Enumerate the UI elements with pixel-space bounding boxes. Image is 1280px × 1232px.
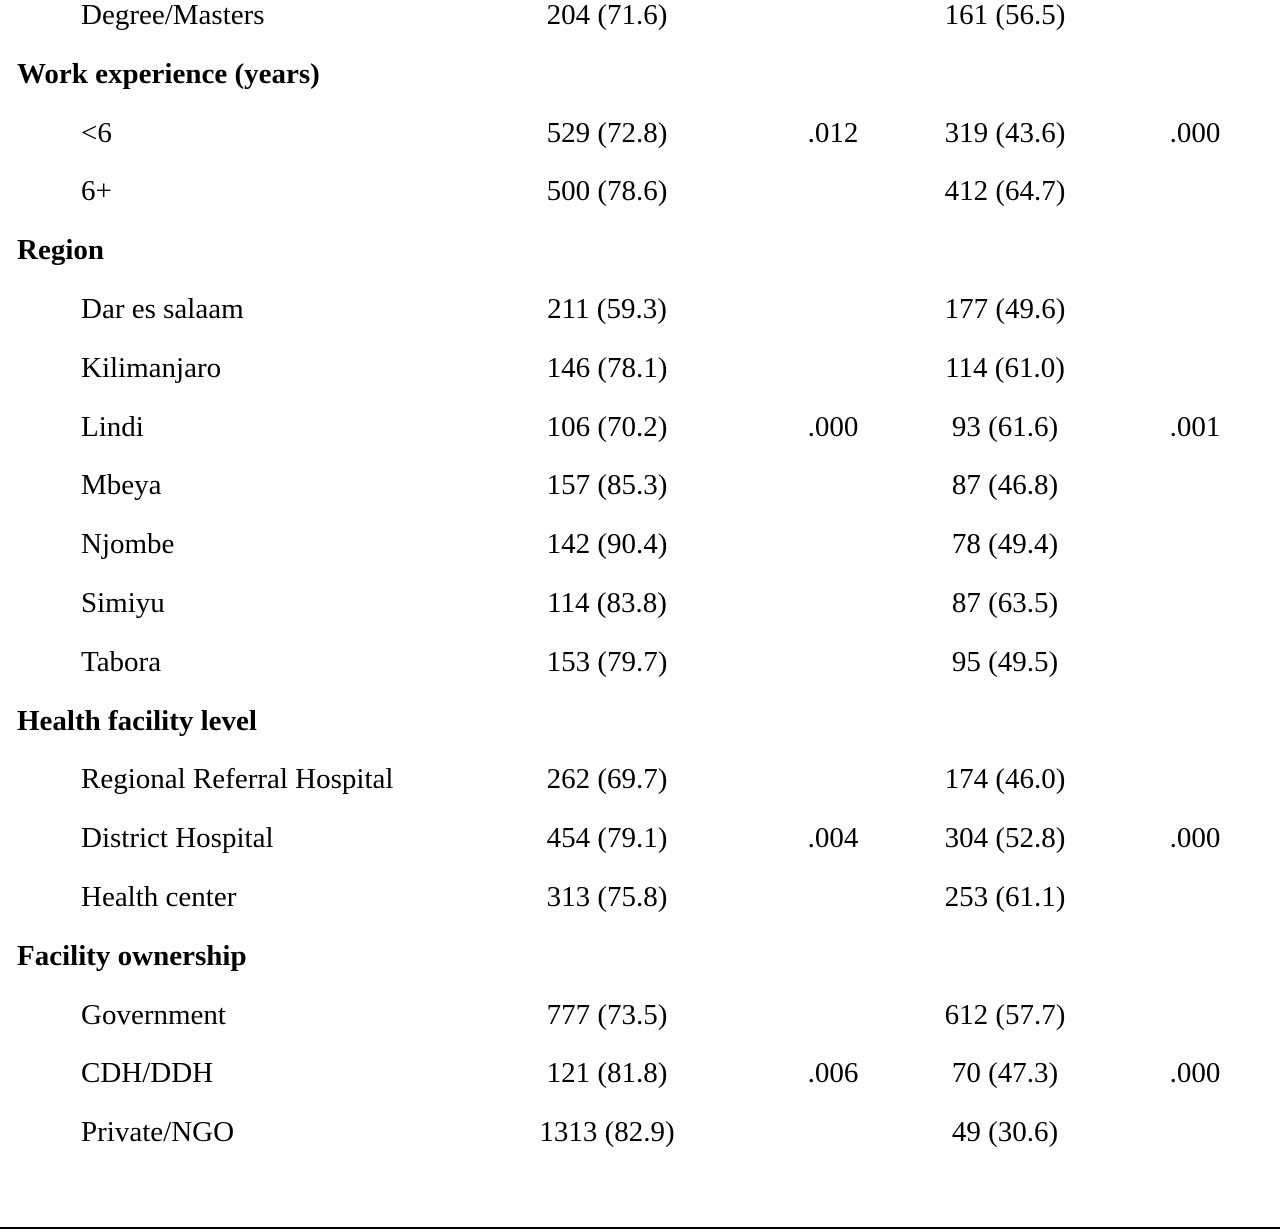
row-label: District Hospital xyxy=(81,822,274,855)
table-row xyxy=(0,339,1280,397)
p-value-col-2: .001 xyxy=(1169,410,1221,443)
value-col-1: 157 (85.3) xyxy=(546,469,668,502)
value-col-1: 500 (78.6) xyxy=(546,175,668,208)
value-col-1: 211 (59.3) xyxy=(547,293,667,325)
table-row xyxy=(0,398,1280,456)
row-label: Lindi xyxy=(81,410,144,443)
row-label: Tabora xyxy=(81,645,162,678)
row-label: CDH/DDH xyxy=(81,1057,214,1090)
p-value-col-1: .004 xyxy=(807,822,859,855)
value-col-2: 612 (57.7) xyxy=(944,998,1066,1031)
value-col-1: 777 (73.5) xyxy=(546,998,668,1031)
row-label: Dar es salaam xyxy=(81,293,244,325)
p-value-col-1: .000 xyxy=(807,410,859,443)
section-heading: Region xyxy=(17,234,104,267)
value-col-1: 529 (72.8) xyxy=(546,116,668,149)
table-row xyxy=(0,515,1280,573)
value-col-2: 161 (56.5) xyxy=(944,0,1066,31)
value-col-2: 93 (61.6) xyxy=(951,410,1059,443)
value-col-1: 146 (78.1) xyxy=(546,351,668,384)
value-col-2: 174 (46.0) xyxy=(944,763,1066,796)
table-row xyxy=(0,986,1280,1044)
table-row xyxy=(0,1044,1280,1102)
row-label: Simiyu xyxy=(81,587,165,619)
value-col-2: 319 (43.6) xyxy=(944,116,1066,149)
table-row xyxy=(0,750,1280,808)
section-heading: Facility ownership xyxy=(17,939,247,972)
table-row xyxy=(0,280,1280,338)
row-label: Regional Referral Hospital xyxy=(81,763,394,796)
value-col-1: 1313 (82.9) xyxy=(539,1116,675,1149)
value-col-2: 177 (49.6) xyxy=(944,293,1066,325)
section-heading: Work experience (years) xyxy=(17,57,320,90)
value-col-2: 78 (49.4) xyxy=(951,528,1059,561)
value-col-1: 121 (81.8) xyxy=(546,1057,668,1090)
p-value-col-2: .000 xyxy=(1169,1057,1221,1090)
row-label: Kilimanjaro xyxy=(81,351,222,384)
value-col-2: 70 (47.3) xyxy=(951,1057,1059,1090)
table-bottom-rule xyxy=(0,1227,1280,1229)
row-label: 6+ xyxy=(81,175,112,208)
section-heading-row xyxy=(0,45,1280,103)
value-col-1: 313 (75.8) xyxy=(546,881,668,913)
p-value-col-1: .006 xyxy=(807,1057,859,1090)
value-col-1: 262 (69.7) xyxy=(546,763,668,796)
row-label: Mbeya xyxy=(81,469,162,502)
row-label: Health center xyxy=(81,881,237,913)
p-value-col-2: .000 xyxy=(1169,116,1221,149)
value-col-2: 87 (63.5) xyxy=(951,587,1059,619)
table-row xyxy=(0,868,1280,926)
p-value-col-2: .000 xyxy=(1169,822,1221,855)
table-row xyxy=(0,574,1280,632)
value-col-2: 87 (46.8) xyxy=(951,469,1059,502)
value-col-1: 142 (90.4) xyxy=(546,528,668,561)
p-value-col-1: .012 xyxy=(807,116,859,149)
value-col-2: 49 (30.6) xyxy=(951,1116,1059,1149)
section-heading-row xyxy=(0,927,1280,985)
table-row xyxy=(0,0,1280,44)
section-heading-row xyxy=(0,221,1280,279)
value-col-1: 454 (79.1) xyxy=(546,822,668,855)
table-row xyxy=(0,104,1280,162)
table-row xyxy=(0,809,1280,867)
table-row xyxy=(0,1103,1280,1161)
value-col-1: 106 (70.2) xyxy=(546,410,668,443)
value-col-2: 253 (61.1) xyxy=(944,881,1066,913)
value-col-2: 95 (49.5) xyxy=(951,645,1059,678)
row-label: Njombe xyxy=(81,528,175,561)
row-label: Degree/Masters xyxy=(81,0,265,31)
table-row xyxy=(0,633,1280,691)
table-row xyxy=(0,162,1280,220)
table-row xyxy=(0,456,1280,514)
value-col-1: 204 (71.6) xyxy=(546,0,668,31)
row-label: <6 xyxy=(81,116,112,149)
value-col-2: 304 (52.8) xyxy=(944,822,1066,855)
row-label: Government xyxy=(81,998,226,1031)
value-col-2: 114 (61.0) xyxy=(945,351,1065,384)
value-col-2: 412 (64.7) xyxy=(944,175,1066,208)
value-col-1: 114 (83.8) xyxy=(547,587,667,619)
section-heading: Health facility level xyxy=(17,704,257,737)
section-heading-row xyxy=(0,692,1280,750)
row-label: Private/NGO xyxy=(81,1116,235,1149)
value-col-1: 153 (79.7) xyxy=(546,645,668,678)
